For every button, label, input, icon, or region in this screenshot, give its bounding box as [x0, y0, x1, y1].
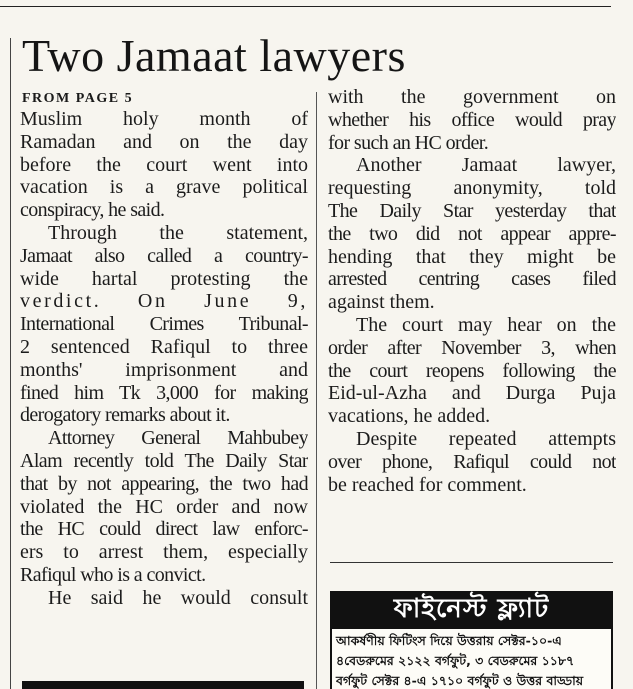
advertisement-line: ৪বেডরুমের ২১২২ বর্গফুট, ৩ বেডরুমের ১১৮৭ — [336, 653, 575, 668]
article-line: Muslim holy month of — [20, 108, 308, 130]
article-column-left — [20, 108, 308, 610]
article-line: International Crimes Tribunal- — [20, 313, 308, 336]
article-line: hending that they might be — [328, 245, 616, 268]
continuation-kicker: FROM PAGE 5 — [22, 91, 134, 106]
article-line: before the court went into — [20, 153, 308, 176]
advertisement[interactable] — [330, 591, 613, 689]
article-line: conspiracy, he said. — [20, 199, 165, 222]
article-line: vacation is a grave political — [20, 176, 308, 199]
article-line: for such an HC order. — [328, 131, 489, 154]
article-line: months' imprisonment and — [20, 358, 308, 381]
article-line: verdict. On June 9, — [20, 290, 308, 313]
article-line: 2 sentenced Rafiqul to three — [20, 335, 308, 358]
article-line: be reached for comment. — [328, 473, 527, 496]
article-line: Ramadan and on the day — [20, 130, 308, 153]
article-line: wide hartal protesting the — [20, 267, 308, 290]
advertisement-body — [332, 629, 611, 689]
article-line: fined him Tk 3,000 for making — [20, 381, 308, 404]
article-line: The Daily Star yesterday that — [328, 199, 616, 222]
column-divider — [316, 92, 317, 689]
article-line: Despite repeated attempts — [356, 427, 616, 450]
article-line: Jamaat also called a country- — [20, 244, 308, 267]
article-line: the two did not appear appre- — [328, 222, 616, 245]
section-separator — [330, 562, 613, 563]
article-line: requesting anonymity, told — [328, 177, 616, 200]
article-line: Alam recently told The Daily Star — [20, 449, 308, 472]
article-line: with the government on — [328, 86, 616, 108]
advertisement-title: ফাইনেস্ট ফ্ল্যাট — [393, 594, 550, 624]
article-line: Attorney General Mahbubey — [48, 427, 308, 450]
article-line: against them. — [328, 291, 435, 314]
article-line: He said he would consult — [48, 586, 308, 609]
article-line: Through the statement, — [48, 221, 308, 244]
article-line: vacations, he added. — [328, 405, 491, 428]
article-line: derogatory remarks about it. — [20, 404, 230, 427]
article-line: Rafiqul who is a convict. — [20, 563, 206, 586]
article-line: Eid-ul-Azha and Durga Puja — [328, 382, 616, 405]
article-line: Another Jamaat lawyer, — [356, 154, 616, 177]
headline: Two Jamaat lawyers — [22, 30, 406, 81]
article-line: violated the HC order and now — [20, 495, 308, 518]
article-line: arrested centring cases filed — [328, 268, 616, 291]
article-line: whether his office would pray — [328, 108, 616, 131]
article-line: the HC could direct law enforc- — [20, 518, 308, 541]
article-line: order after November 3, when — [328, 336, 616, 359]
left-rule — [10, 38, 11, 689]
article-line: The court may hear on the — [356, 313, 616, 336]
article-column-right — [328, 86, 616, 496]
adjacent-ad-edge — [22, 681, 304, 689]
advertisement-line: আকর্ষণীয় ফিটিংস দিয়ে উত্তরায় সেক্টর-১০-এ — [336, 633, 562, 648]
top-rule — [0, 6, 611, 7]
article-line: that by not appearing, the two had — [20, 472, 308, 495]
article-line: the court reopens following the — [328, 359, 616, 382]
article-line: ers to arrest them, especially — [20, 541, 308, 564]
article-line: over phone, Rafiqul could not — [328, 450, 616, 473]
advertisement-line: বর্গফুট সেক্টর ৪-এ ১৭১০ বর্গফুট ও উত্তর বাড্ডায় — [336, 673, 584, 688]
